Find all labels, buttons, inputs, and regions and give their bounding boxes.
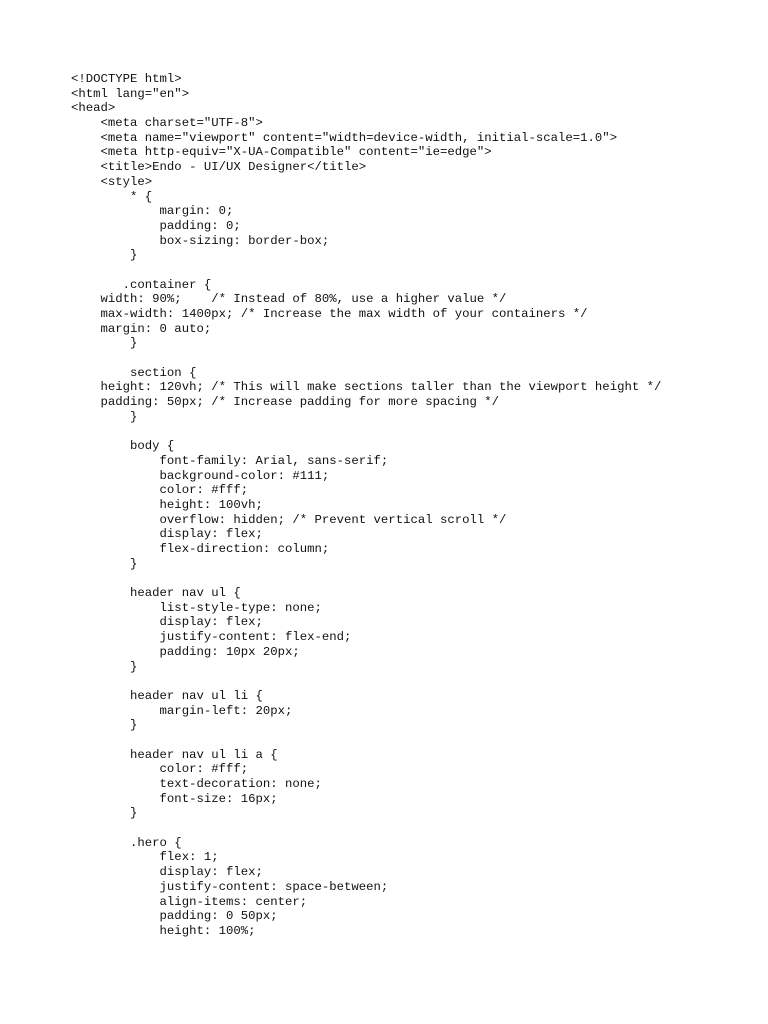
code-line <box>71 733 661 748</box>
code-line: box-sizing: border-box; <box>71 233 330 248</box>
code-line: } <box>71 659 138 674</box>
code-line: header nav ul { <box>71 586 241 601</box>
code-line: background-color: #111; <box>71 468 330 483</box>
code-line: max-width: 1400px; /* Increase the max width of your containers */ <box>71 307 588 321</box>
code-line: margin-left: 20px; <box>71 703 293 718</box>
code-line: padding: 10px 20px; <box>71 644 300 659</box>
code-line: width: 90%; /* Instead of 80%, use a higher value */ <box>71 292 507 307</box>
code-line: .hero { <box>71 835 182 850</box>
code-line: color: #fff; <box>71 483 249 498</box>
code-line: display: flex; <box>71 527 263 542</box>
code-line: padding: 0 50px; <box>71 909 278 924</box>
code-line: display: flex; <box>71 865 263 880</box>
code-line: } <box>71 248 138 263</box>
code-line: } <box>71 718 138 733</box>
code-line: <meta name="viewport" content="width=device-width, initial-scale=1.0"> <box>71 130 618 145</box>
code-line <box>71 821 661 836</box>
code-line: flex-direction: column; <box>71 542 330 556</box>
code-line: <html lang="en"> <box>71 86 190 101</box>
code-line: text-decoration: none; <box>71 777 322 791</box>
code-line: height: 100%; <box>71 923 256 938</box>
code-line: * { <box>71 189 153 204</box>
code-line: <meta charset="UTF-8"> <box>71 116 263 131</box>
code-line: font-size: 16px; <box>71 791 278 806</box>
code-line: <!DOCTYPE html> <box>71 72 182 86</box>
code-line: overflow: hidden; /* Prevent vertical scroll */ <box>71 512 507 527</box>
code-listing <box>71 72 661 939</box>
code-line: .container { <box>71 277 212 292</box>
code-line: justify-content: space-between; <box>71 879 389 894</box>
code-line <box>71 263 661 278</box>
code-line: align-items: center; <box>71 894 308 909</box>
code-line: body { <box>71 439 175 454</box>
code-line: <head> <box>71 101 116 116</box>
code-line: font-family: Arial, sans-serif; <box>71 453 389 468</box>
code-line: header nav ul li a { <box>71 747 278 762</box>
code-line: } <box>71 336 138 351</box>
code-line: flex: 1; <box>71 850 219 865</box>
code-line: height: 100vh; <box>71 497 263 512</box>
code-line: padding: 50px; /* Increase padding for more spacing */ <box>71 395 500 410</box>
code-line: <title>Endo - UI/UX Designer</title> <box>71 160 367 175</box>
code-line <box>71 351 661 366</box>
code-line: header nav ul li { <box>71 688 263 703</box>
code-line: display: flex; <box>71 615 263 630</box>
code-line: color: #fff; <box>71 762 249 777</box>
code-line: list-style-type: none; <box>71 600 322 615</box>
code-line <box>71 425 661 440</box>
code-line: section { <box>71 365 197 380</box>
code-line: } <box>71 556 138 571</box>
code-line: <meta http-equiv="X-UA-Compatible" content="ie=edge"> <box>71 145 492 160</box>
code-line: margin: 0; <box>71 204 234 219</box>
code-line: padding: 0; <box>71 218 241 233</box>
code-line: <style> <box>71 174 153 189</box>
code-line: } <box>71 409 138 424</box>
code-line: } <box>71 806 138 821</box>
code-line <box>71 571 661 586</box>
code-line: margin: 0 auto; <box>71 321 212 336</box>
code-line <box>71 674 661 689</box>
code-line: justify-content: flex-end; <box>71 630 352 645</box>
code-line: height: 120vh; /* This will make sections taller than the viewport height */ <box>71 380 662 395</box>
